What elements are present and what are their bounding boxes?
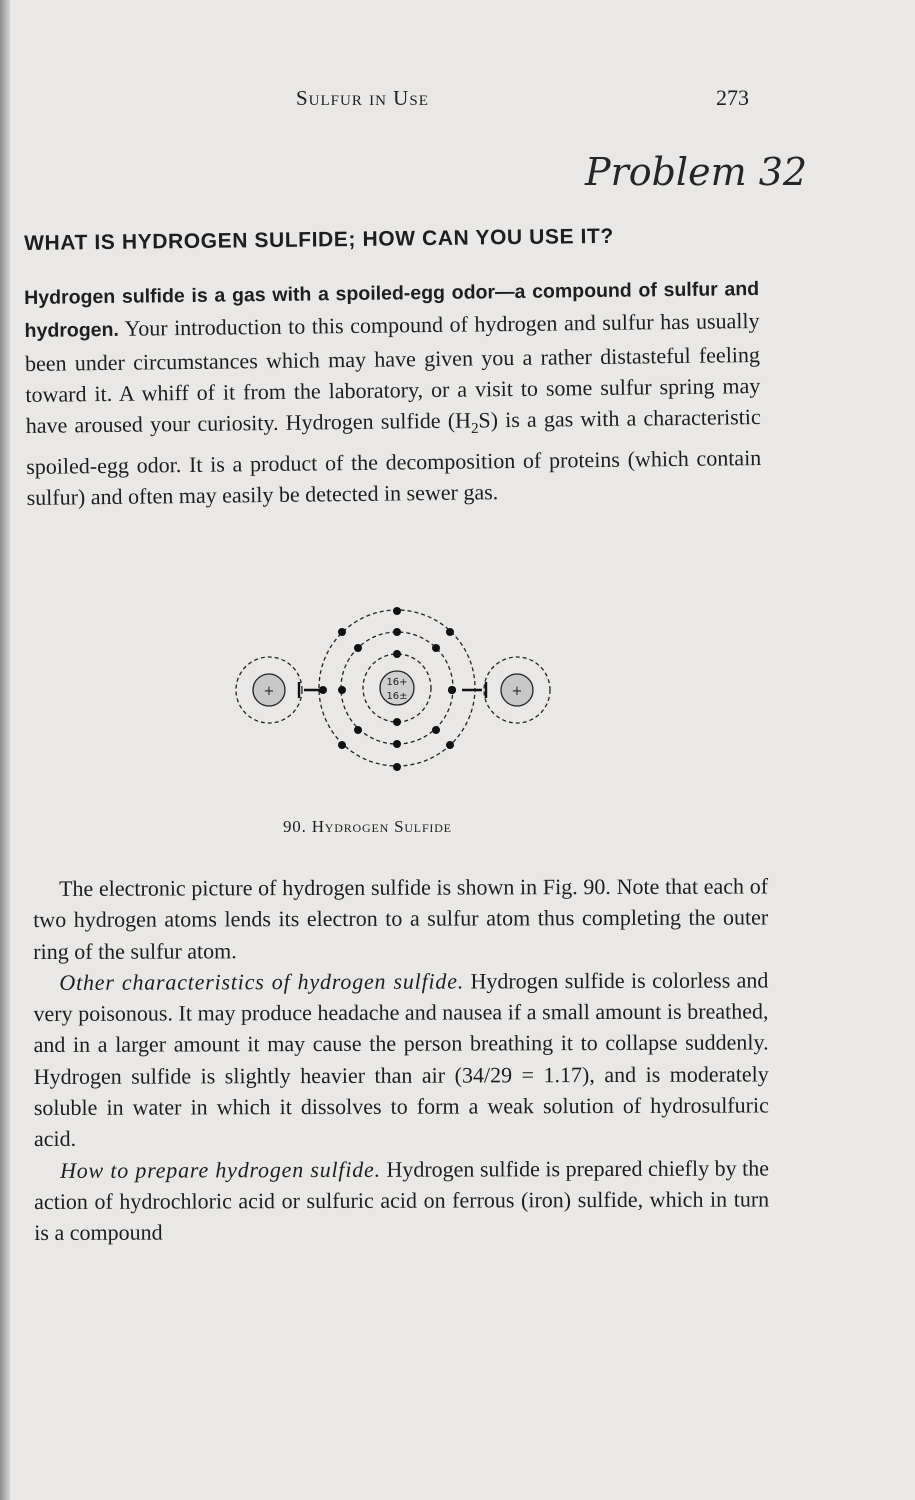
outer-electron: [393, 763, 401, 771]
middle-electron: [432, 644, 440, 652]
middle-electron: [354, 726, 362, 734]
middle-electron: [338, 686, 346, 694]
hydrogen-sulfide-diagram: [230, 602, 560, 782]
intro-text-2: S) is a gas with a characteristic spoiled-egg odor. It is a product of the decomposition of proteins (which contain sulfur) and often may easily be detected in sewer gas.: [26, 404, 762, 511]
page-edge-shadow: [0, 0, 10, 1500]
outer-electron: [446, 741, 454, 749]
body-paragraph-1: The electronic picture of hydrogen sulfide is shown in Fig. 90. Note that each of two hydrogen atoms lends its electron to a sulfur atom thus completing the outer ring of the sulfur atom.: [33, 873, 769, 964]
intro-paragraph: [24, 272, 762, 513]
middle-electron: [432, 726, 440, 734]
page-number: 273: [716, 85, 749, 110]
intro-subscript: 2: [470, 421, 479, 438]
section-title: WHAT IS HYDROGEN SULFIDE; HOW CAN YOU USE IT?: [24, 224, 614, 255]
problem-label: Problem 32: [585, 150, 808, 194]
body-text: [33, 870, 769, 1248]
paragraph-2-heading: Other characteristics of hydrogen sulfide.: [59, 968, 465, 995]
outer-electron: [448, 686, 456, 694]
paragraph-2-text: Hydrogen sulfide is colorless and very poisonous. It may produce headache and nausea if a small amount is breathed, and in a larger amount it may cause the person breathing it to collapse suddenly. Hydrogen sulfide is slightly heavier than air (34/29 = 1.17), and is moderately soluble in water in which it dissolves to form a weak solution of hydrosulfuric acid.: [33, 967, 769, 1152]
paragraph-3-text: Hydrogen sulfide is prepared chiefly by the action of hydrochloric acid or sulfuric acid on ferrous (iron) sulfide, which in turn is a compound: [34, 1155, 770, 1246]
intro-lead: Hydrogen sulfide is a gas with a spoiled-egg odor—a compound of sulfur and hydrogen.: [24, 278, 760, 343]
outer-electron: [338, 628, 346, 636]
hydrogen-left-label: +: [263, 684, 275, 699]
outer-electron: [446, 628, 454, 636]
middle-electron: [354, 644, 362, 652]
page-header: [0, 86, 915, 116]
running-head: Sulfur in Use: [296, 86, 429, 110]
hydrogen-right-label: +: [511, 684, 523, 699]
intro-text-1: Your introduction to this compound of hydrogen and sulfur has usually been under circumstances which may have given you a rather distasteful feeling toward it. A whiff of it from the laboratory, or a visit to some sulfur spring may have aroused your curiosity. Hydrogen sulfide (H: [24, 308, 761, 439]
figure-caption: 90. Hydrogen Sulfide: [283, 817, 452, 836]
body-paragraph-2: [33, 964, 769, 1154]
outer-electron: [338, 741, 346, 749]
nucleus-top-label: 16+: [386, 677, 408, 688]
middle-electron: [393, 740, 401, 748]
outer-electron: [319, 686, 327, 694]
inner-electron-top: [393, 650, 401, 658]
outer-electron: [393, 607, 401, 615]
middle-electron: [393, 628, 401, 636]
inner-electron-bottom: [393, 718, 401, 726]
paragraph-3-heading: How to prepare hydrogen sulfide.: [59, 1156, 381, 1183]
body-paragraph-3: [34, 1152, 769, 1248]
nucleus-bottom-label: 16±: [386, 691, 408, 702]
